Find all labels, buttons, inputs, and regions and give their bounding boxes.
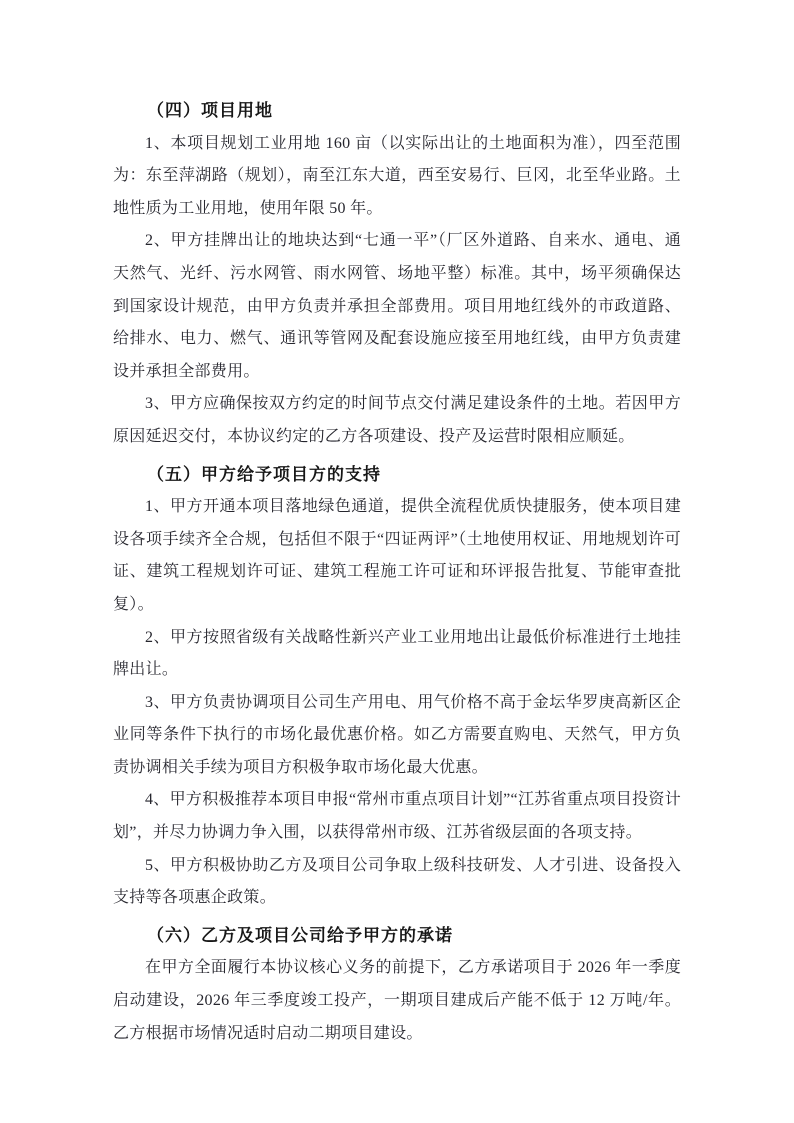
para-land-item-1: 1、本项目规划工业用地 160 亩（以实际出让的土地面积为准），四至范围为：东至萍湖路（规划），南至江东大道，西至安易行、巨冈，北至华业路。土地性质为工业用地，使用年限 50 年。 [113,134,681,217]
para-support-item-3: 3、甲方负责协调项目公司生产用电、用气价格不高于金坛华罗庚高新区企业同等条件下执行的市场化最优惠价格。如乙方需要直购电、天然气，甲方负责协调相关手续为项目方积极争取市场化最大优惠。 [113,693,681,776]
heading-party-a-support: （五）甲方给予项目方的支持 [147,464,381,484]
document-content [113,90,681,1050]
para-land-item-3: 3、甲方应确保按双方约定的时间节点交付满足建设条件的土地。若因甲方原因延迟交付，本协议约定的乙方各项建设、投产及运营时限相应顺延。 [113,395,681,445]
para-land-item-2: 2、甲方挂牌出让的地块达到“七通一平”（厂区外道路、自来水、通电、通天然气、光纤、污水网管、雨水网管、场地平整）标准。其中，场平须确保达到国家设计规范，由甲方负责并承担全部费用。项目用地红线外的市政道路、给排水、电力、燃气、通讯等管网及配套设施应接至用地红线，由甲方负责建设并承担全部费用。 [113,232,681,380]
para-support-item-2: 2、甲方按照省级有关战略性新兴产业工业用地出让最低价标准进行土地挂牌出让。 [113,628,681,679]
para-support-item-4: 4、甲方积极推荐本项目申报“常州市重点项目计划”“江苏省重点项目投资计划”，并尽力协调力争入围，以获得常州市级、江苏省级层面的各项支持。 [113,791,681,842]
para-support-item-5: 5、甲方积极协助乙方及项目公司争取上级科技研发、人才引进、设备投入支持等各项惠企政策。 [113,856,681,907]
heading-party-b-commitment: （六）乙方及项目公司给予甲方的承诺 [147,925,453,945]
para-support-item-1: 1、甲方开通本项目落地绿色通道，提供全流程优质快捷服务，使本项目建设各项手续齐全合规，包括但不限于“四证两评”（土地使用权证、用地规划许可证、建筑工程规划许可证、建筑工程施工许可证和环评报告批复、节能审查批复）。 [113,498,681,613]
para-commitment-body: 在甲方全面履行本协议核心义务的前提下，乙方承诺项目于 2026 年一季度启动建设，2026 年三季度竣工投产，一期项目建成后产能不低于 12 万吨/年。乙方根据市场情况适时启动二期项目建设。 [113,959,681,1042]
heading-project-land: （四）项目用地 [147,101,273,120]
